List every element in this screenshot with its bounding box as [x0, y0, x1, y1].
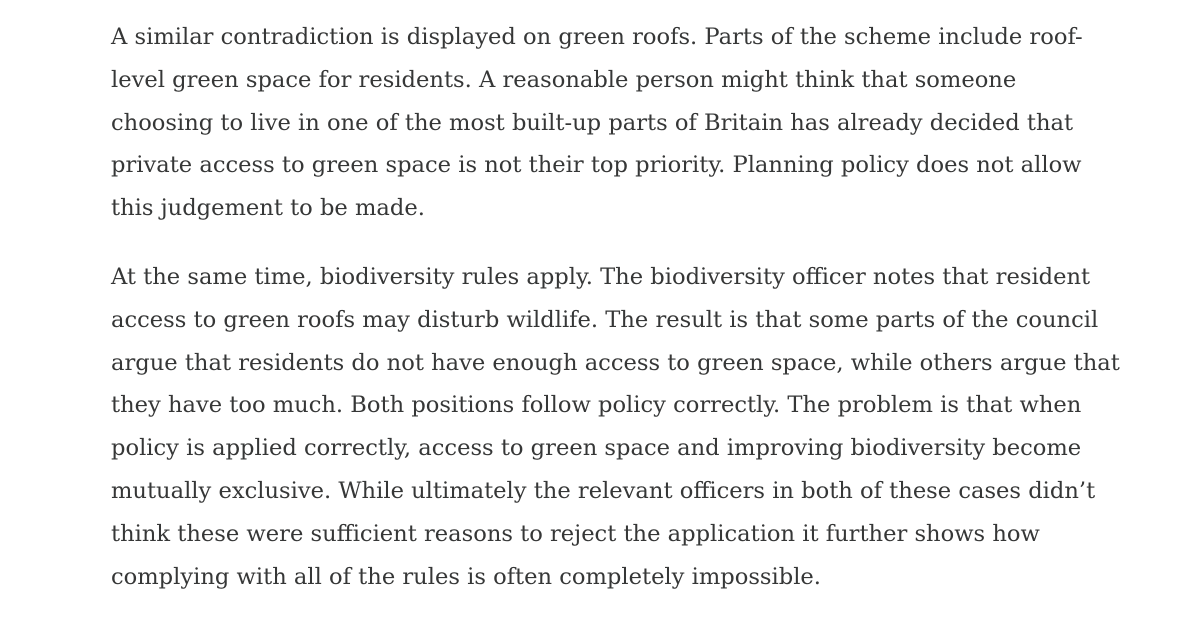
text-line: argue that residents do not have enough access to green space, while others argue that — [111, 349, 1120, 376]
paragraph-green-roofs — [111, 16, 1141, 230]
text-line: this judgement to be made. — [111, 195, 425, 222]
text-line: access to green roofs may disturb wildlife. The result is that some parts of the council — [111, 306, 1099, 333]
text-line: private access to green space is not their top priority. Planning policy does not allow — [111, 152, 1082, 179]
text-line: mutually exclusive. While ultimately the relevant officers in both of these cases didn’t — [111, 477, 1096, 504]
article-body — [111, 16, 1141, 598]
text-line: policy is applied correctly, access to green space and improving biodiversity become — [111, 435, 1082, 462]
paragraph-biodiversity — [111, 256, 1141, 598]
text-line: level green space for residents. A reasonable person might think that someone — [111, 66, 1017, 93]
text-line: they have too much. Both positions follow policy correctly. The problem is that when — [111, 392, 1082, 419]
text-line: At the same time, biodiversity rules apply. The biodiversity officer notes that resident — [111, 263, 1091, 290]
text-line: think these were sufficient reasons to reject the application it further shows how — [111, 520, 1040, 547]
text-line: choosing to live in one of the most built-up parts of Britain has already decided that — [111, 109, 1074, 136]
text-line: A similar contradiction is displayed on green roofs. Parts of the scheme include roof- — [111, 24, 1083, 50]
text-line: complying with all of the rules is often completely impossible. — [111, 563, 821, 590]
